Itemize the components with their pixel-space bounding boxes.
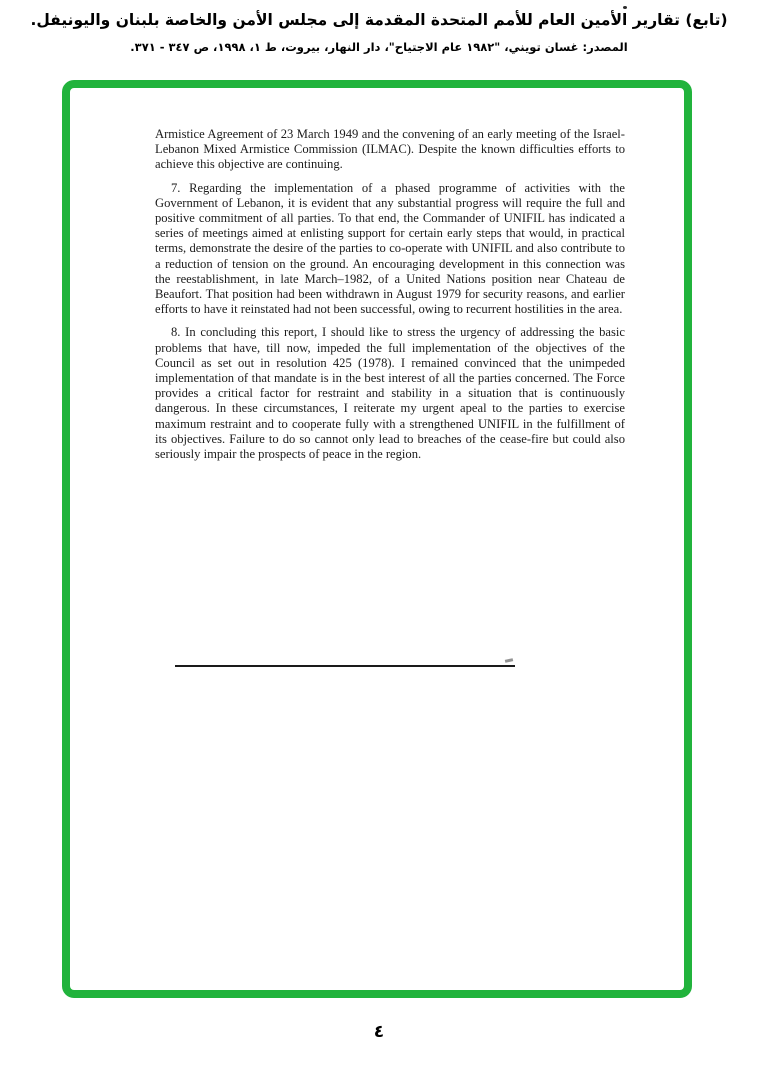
paragraph-8: 8. In concluding this report, I should like to stress the urgency of addressing the basic problems that have, till now, impeded the full implementation of the objectives of the Council as set out in resolution 425 (1978). I remained convinced that the unimpeded implementation of that mandate is in the best interest of all the parties concerned. The Force provides a critical factor for restraint and stability in a situation that is continuously dangerous. In these circumstances, I reiterate my urgent apeal to the parties to exercise maximum restraint and to cooperate fully with a strengthened UNIFIL in the fulfillment of its objectives. Failure to do so cannot only lead to breaches of the cease-fire but could also seriously impair the prospects of peace in the region. <box>155 325 625 462</box>
document-body <box>155 127 625 470</box>
paragraph-7: 7. Regarding the implementation of a phased programme of activities with the Government of Lebanon, it is evident that any substantial progress will require the full and positive commitment of all parties. To that end, the Commander of UNIFIL has indicated a series of meetings aimed at enlisting support for certain early steps that would, in practical terms, demonstrate the desire of the parties to co-operate with UNIFIL and also contribute to a reduction of tension on the ground. An encouraging development in this connection was the reestablishment, in late March–1982, of a United Nations position near Chateau de Beaufort. That position had been withdrawn in August 1979 for security reasons, and earlier efforts to have it reinstated had not been successful, owing to recurrent hostilities in the area. <box>155 180 625 317</box>
divider-line <box>175 665 515 667</box>
arabic-header-source: المصدر: غسان تويني، "١٩٨٢ عام الاجتياح"، دار النهار، بيروت، ط ١، ١٩٩٨، ص ٣٤٧ - ٣٧١. <box>130 40 628 54</box>
arabic-header-title: (تابع) تقارير الأمين العام للأمم المتحدة المقدمة إلى مجلس الأمن والخاصة بلبنان واليونيفل. <box>30 11 728 29</box>
paragraph-continuation: Armistice Agreement of 23 March 1949 and the convening of an early meeting of the Israel-Lebanon Mixed Armistice Commission (ILMAC). Despite the known difficulties efforts to achieve this objective are continuing. <box>155 127 625 172</box>
page-number: ٤ <box>373 1022 385 1042</box>
scan-speck <box>623 6 627 9</box>
